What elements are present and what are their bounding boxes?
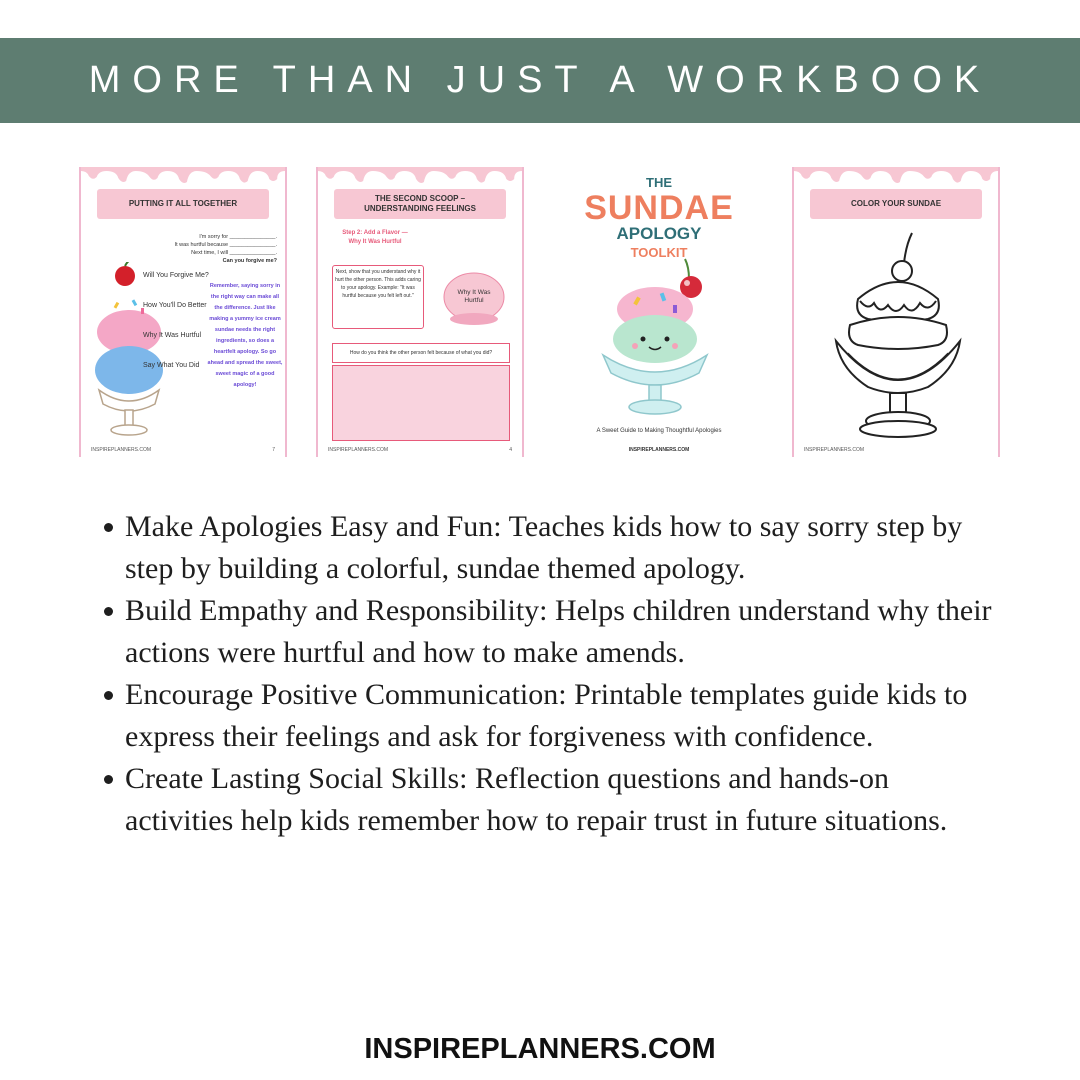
instruction-box: Next, show that you understand why it hurt the other person. This adds caring to your apology. Example: "It was hurtful because you felt left out." <box>332 265 424 329</box>
cover-title: SUNDAE <box>584 189 734 227</box>
page-footer: INSPIREPLANNERS.COM <box>91 447 152 453</box>
cover-the: THE <box>646 175 672 190</box>
bullet-dot-icon <box>104 691 113 700</box>
banner-title: MORE THAN JUST A WORKBOOK <box>88 59 992 101</box>
prompt-line: Next time, I will _______________. <box>191 250 277 256</box>
bullet-dot-icon <box>104 607 113 616</box>
prompt-line: It was hurtful because _______________. <box>174 242 277 248</box>
cover-tagline: A Sweet Guide to Making Thoughtful Apologies <box>596 428 722 434</box>
prompt-line: Can you forgive me? <box>222 258 277 264</box>
cover-subtitle-toolkit: TOOLKIT <box>630 245 688 260</box>
drip-border <box>81 167 285 185</box>
page-title: PUTTING IT ALL TOGETHER <box>97 189 269 219</box>
page-title: THE SECOND SCOOP – UNDERSTANDING FEELINGS <box>334 189 506 219</box>
page-body-text: Remember, saying sorry in the right way can make all the difference. Just like making a yummy ice cream sundae needs the right ingredients, so does a heartfelt apology. So go ahead and spread the sweet, sweet magic of a good apology! <box>207 283 283 388</box>
step-heading: Step 2: Add a Flavor — Why It Was Hurtful <box>342 230 408 245</box>
list-item-text: Build Empathy and Responsibility: Helps children understand why their actions were hurtful and how to make amends. <box>125 594 992 669</box>
page-footer: INSPIREPLANNERS.COM <box>328 447 389 453</box>
drip-border <box>794 167 998 185</box>
preview-page-second-scoop <box>316 167 524 457</box>
list-item <box>100 674 1000 758</box>
scoop-label: Why It Was Hurtful <box>143 332 202 339</box>
question-text: How do you think the other person felt because of what you did? <box>349 350 493 356</box>
coloring-sundae-illustration <box>828 229 968 439</box>
header-banner <box>0 38 1080 123</box>
prompt-lines <box>167 233 277 265</box>
list-item <box>100 590 1000 674</box>
cover-subtitle-apology: APOLOGY <box>616 224 702 243</box>
prompt-line: I'm sorry for _______________. <box>199 234 277 240</box>
page-number: 4 <box>509 447 512 453</box>
bullet-dot-icon <box>104 523 113 532</box>
feature-list <box>100 506 1000 842</box>
scoop-label: Why It Was Hurtful <box>457 289 491 304</box>
bullet-dot-icon <box>104 775 113 784</box>
sundae-cover-illustration <box>589 257 729 417</box>
preview-page-putting-together <box>79 167 287 457</box>
page-title: COLOR YOUR SUNDAE <box>810 189 982 219</box>
scoop-label: Say What You Did <box>143 362 200 369</box>
cover-footer: INSPIREPLANNERS.COM <box>628 447 690 453</box>
answer-area <box>332 365 510 441</box>
list-item <box>100 758 1000 842</box>
scoop-label: Will You Forgive Me? <box>143 272 209 279</box>
scoop-label: How You'll Do Better <box>143 302 207 309</box>
drip-border <box>318 167 522 185</box>
scoop-labels <box>143 271 213 370</box>
list-item-text: Encourage Positive Communication: Printable templates guide kids to express their feelings and ask for forgiveness with confidence. <box>125 678 968 753</box>
page-number: 7 <box>272 447 275 453</box>
page-footer: INSPIREPLANNERS.COM <box>804 447 865 453</box>
website-link[interactable]: INSPIREPLANNERS.COM <box>364 1033 716 1065</box>
list-item <box>100 506 1000 590</box>
preview-page-color-sundae <box>792 167 1000 457</box>
question-box <box>332 343 510 363</box>
preview-cover <box>555 167 763 457</box>
list-item-text: Create Lasting Social Skills: Reflection questions and hands-on activities help kids remember how to repair trust in future situations. <box>125 762 948 837</box>
list-item-text: Make Apologies Easy and Fun: Teaches kids how to say sorry step by step by building a colorful, sundae themed apology. <box>125 510 963 585</box>
